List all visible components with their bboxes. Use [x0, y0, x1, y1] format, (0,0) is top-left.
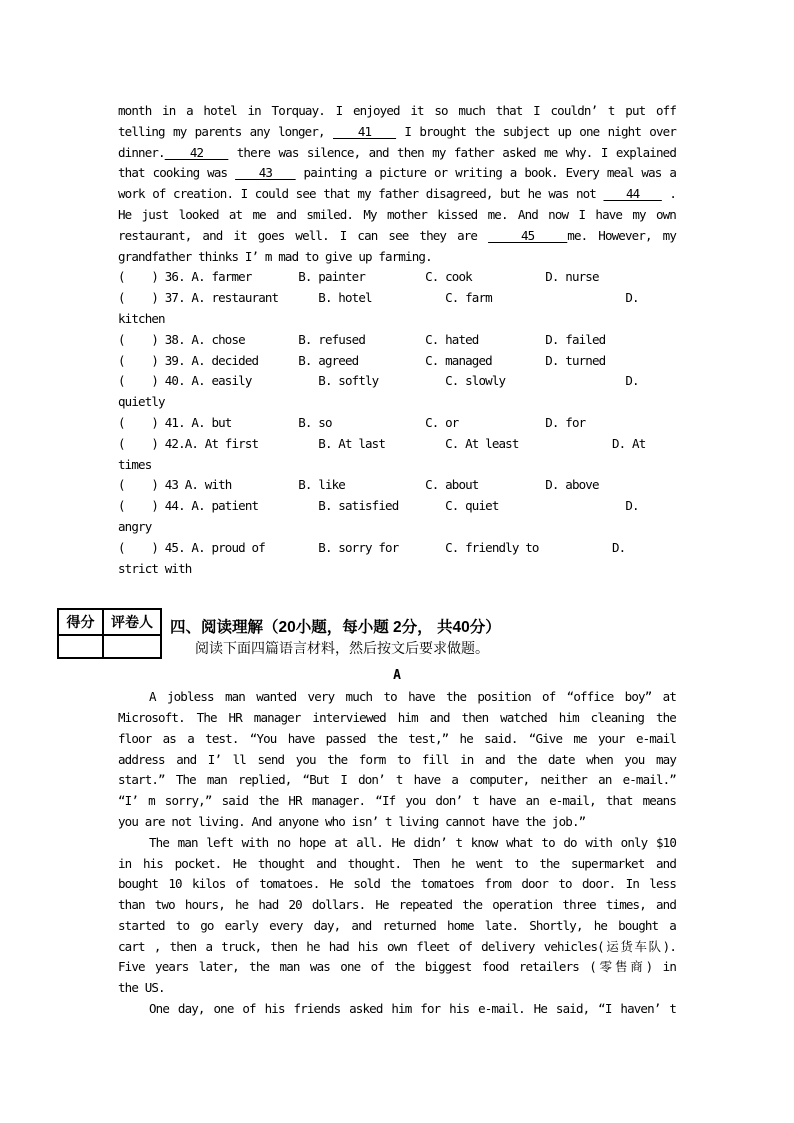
cloze-line-3: dinner. 42 there was silence, and then my father asked me why. I explained	[118, 144, 676, 160]
passage-a-line: cart , then a truck, then he had his own fleet of delivery vehicles(运货车队).	[118, 938, 676, 954]
question-43: ( ) 43 A. with B. like C. about D. above	[118, 477, 599, 493]
cloze-line-8: grandfather thinks I’ m mad to give up farming.	[118, 248, 432, 264]
passage-a-line: than two hours, he had 20 dollars. He repeated the operation three times, and	[118, 897, 676, 913]
cloze-line-5: work of creation. I could see that my father disagreed, but he was not 44 .	[118, 186, 677, 202]
question-44: ( ) 44. A. patient B. satisfied C. quiet D.	[118, 498, 639, 514]
blank-underline: 42	[164, 144, 229, 160]
passage-a-line: in his pocket. He thought and thought. Then he went to the supermarket and	[118, 855, 676, 871]
score-cell-empty	[58, 635, 103, 658]
question-41: ( ) 41. A. but B. so C. or D. for	[118, 414, 586, 430]
question-42: ( ) 42.A. At first B. At last C. At least D. At	[118, 435, 646, 451]
passage-a-label: A	[393, 668, 401, 684]
question-42-wrap: times	[118, 456, 152, 472]
question-37-wrap: kitchen	[118, 310, 165, 326]
passage-a-line: the US.	[118, 980, 165, 996]
blank-underline: 41	[333, 123, 397, 139]
question-38: ( ) 38. A. chose B. refused C. hated D. failed	[118, 331, 606, 347]
score-table	[57, 608, 162, 659]
passage-a-paragraph-2	[118, 833, 676, 999]
score-label: 得分	[58, 609, 103, 635]
passage-a-line: Microsoft. The HR manager interviewed him and then watched him cleaning the	[118, 709, 676, 725]
question-40-wrap: quietly	[118, 394, 165, 410]
passage-a-line: A jobless man wanted very much to have the position of “office boy” at	[149, 689, 676, 705]
passage-a-paragraph-3	[118, 999, 676, 1020]
cloze-line-2: telling my parents any longer, 41 I brought the subject up one night over	[118, 123, 676, 139]
question-44-wrap: angry	[118, 518, 152, 534]
question-36: ( ) 36. A. farmer B. painter C. cook D. nurse	[118, 269, 599, 285]
passage-a-line: The man left with no hope at all. He didn’ t know what to do with only $10	[149, 834, 676, 850]
section-title: 四、阅读理解（20小题，每小题 2分， 共40分）	[170, 619, 501, 637]
passage-a-line: address and I’ ll send you the form to fill in and the date when you may	[118, 751, 676, 767]
passage-a-paragraph-1	[118, 687, 676, 833]
passage-a-line: floor as a test. “You have passed the test,” he said. “Give me your e-mail	[118, 730, 676, 746]
grader-cell-empty	[103, 635, 161, 658]
cloze-line-1: month in a hotel in Torquay. I enjoyed it so much that I couldn’ t put off	[118, 103, 676, 118]
blank-underline: 43	[235, 165, 296, 181]
question-list	[118, 267, 676, 579]
section-4-header	[66, 608, 676, 666]
cloze-line-6: He just looked at me and smiled. My mother kissed me. And now I have my own	[118, 206, 676, 222]
blank-underline: 44	[603, 186, 662, 202]
passage-a-line: bought 10 kilos of tomatoes. He sold the tomatoes from door to door. In less	[118, 876, 676, 892]
passage-a-line: One day, one of his friends asked him for his e-mail. He said, “I haven’ t	[149, 1001, 676, 1017]
question-39: ( ) 39. A. decided B. agreed C. managed D. turned	[118, 352, 606, 368]
page-content	[66, 0, 677, 1020]
passage-a-line: Five years later, the man was one of the biggest food retailers (零售商) in	[118, 959, 676, 975]
passage-a-line: “I’ m sorry,” said the HR manager. “If you don’ t have an e-mail, that means	[118, 793, 676, 809]
grader-label: 评卷人	[103, 609, 161, 635]
cloze-line-4: that cooking was 43 painting a picture or writing a book. Every meal was a	[118, 165, 676, 181]
question-40: ( ) 40. A. easily B. softly C. slowly D.	[118, 373, 639, 389]
passage-a-line: start.” The man replied, “But I don’ t have a computer, neither an e-mail.”	[118, 772, 676, 788]
question-45: ( ) 45. A. proud of B. sorry for C. friendly to D.	[118, 539, 626, 555]
section-instruction: 阅读下面四篇语言材料，然后按文后要求做题。	[195, 640, 489, 657]
passage-a-line: you are not living. And anyone who isn’ t living cannot have the job.”	[118, 813, 586, 829]
question-37: ( ) 37. A. restaurant B. hotel C. farm D.	[118, 290, 639, 306]
cloze-passage	[118, 101, 676, 267]
question-45-wrap: strict with	[118, 560, 192, 576]
passage-a-line: started to go early every day, and returned home late. Shortly, he bought a	[118, 917, 676, 933]
blank-underline: 45	[488, 227, 568, 243]
cloze-line-7: restaurant, and it goes well. I can see they are 45 me. However, my	[118, 227, 676, 243]
